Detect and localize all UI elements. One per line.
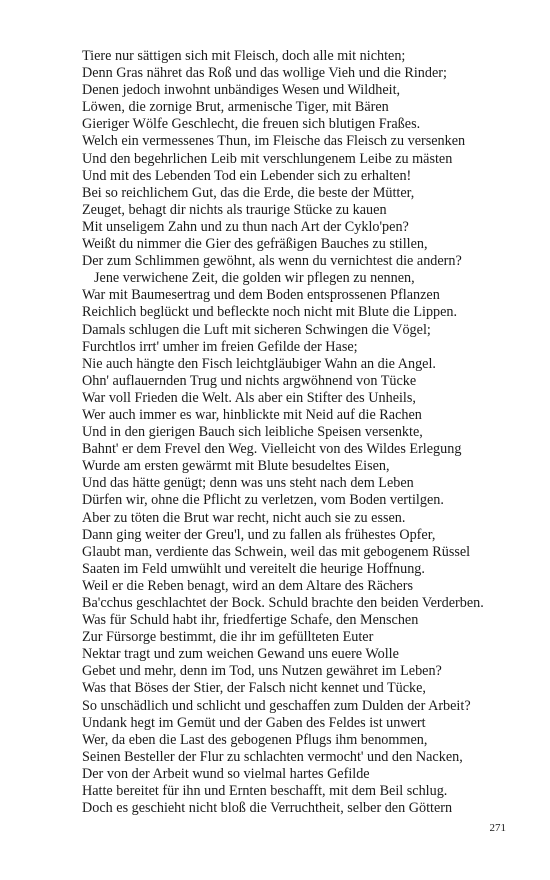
verse-line: Gebet und mehr, denn im Tod, uns Nutzen gewähret im Leben? — [82, 663, 442, 680]
verse-line: Aber zu töten die Brut war recht, nicht auch sie zu essen. — [82, 509, 406, 526]
verse-line: Gieriger Wölfe Geschlecht, die freuen sich blutigen Fraßes. — [82, 116, 421, 133]
verse-line: Bei so reichlichem Gut, das die Erde, die beste der Mütter, — [82, 184, 415, 201]
verse-line: Reichlich beglückt und befleckte noch nicht mit Blute die Lippen. — [82, 304, 458, 321]
verse-line: Tiere nur sättigen sich mit Fleisch, doch alle mit nichten; — [82, 48, 406, 64]
verse-line: Und das hätte genügt; denn was uns steht nach dem Leben — [82, 475, 414, 492]
verse-line: War voll Frieden die Welt. Als aber ein Stifter des Unheils, — [82, 389, 416, 406]
verse-line: Bahnt' er dem Frevel den Weg. Vielleicht von des Wildes Erlegung — [82, 441, 462, 458]
verse-line: Zur Fürsorge bestimmt, die ihr im gefüllteten Euter — [82, 629, 374, 646]
verse-line: Hatte bereitet für ihn und Ernten beschafft, mit dem Beil schlug. — [82, 783, 448, 800]
verse-line: Undank hegt im Gemüt und der Gaben des Feldes ist unwert — [82, 714, 426, 731]
verse-line: Glaubt man, verdiente das Schwein, weil das mit gebogenem Rüssel — [82, 543, 471, 560]
verse-line: Nie auch hängte den Fisch leichtgläubiger Wahn an die Angel. — [82, 355, 436, 372]
verse-line: Doch es geschieht nicht bloß die Verruchtheit, selber den Göttern — [82, 800, 453, 817]
verse-line: Saaten im Feld umwühlt und vereitelt die heurige Hoffnung. — [82, 560, 425, 577]
verse-line: Seinen Besteller der Flur zu schlachten vermocht' und den Nacken, — [82, 748, 463, 765]
verse-line: Denn Gras nähret das Roß und das wollige Vieh und die Rinder; — [82, 65, 447, 82]
verse-line: Dürfen wir, ohne die Pflicht zu verletzen, vom Boden vertilgen. — [82, 492, 444, 509]
verse-line: Dann ging weiter der Greu'l, und zu fallen als frühestes Opfer, — [82, 526, 436, 543]
verse-line: Und den begehrlichen Leib mit verschlungenem Leibe zu mästen — [82, 150, 453, 167]
verse-line: Welch ein vermessenes Thun, im Fleische das Fleisch zu versenken — [82, 133, 466, 150]
verse-line: Weil er die Reben benagt, wird an dem Altare des Rächers — [82, 577, 413, 594]
verse-line: Weißt du nimmer die Gier des gefräßigen Bauches zu stillen, — [82, 236, 428, 253]
verse-line: Ohn' auflauernden Trug und nichts argwöhnend von Tücke — [82, 372, 417, 389]
verse-line: Und in den gierigen Bauch sich leibliche Speisen versenkte, — [82, 424, 423, 441]
page-number: 271 — [489, 822, 506, 834]
verse-line: Wer, da eben die Last des gebogenen Pflugs ihm benommen, — [82, 731, 428, 748]
poem-text-block — [82, 48, 512, 817]
verse-line: Damals schlugen die Luft mit sicheren Schwingen die Vögel; — [82, 321, 431, 338]
verse-line: Furchtlos irrt' umher im freien Gefilde der Hase; — [82, 338, 358, 355]
verse-line: Und mit des Lebenden Tod ein Lebender sich zu erhalten! — [82, 167, 412, 184]
verse-line: Der von der Arbeit wund so vielmal hartes Gefilde — [82, 765, 370, 782]
verse-line: Jene verwichene Zeit, die golden wir pflegen zu nennen, — [94, 270, 415, 287]
verse-line: Der zum Schlimmen gewöhnt, als wenn du vernichtest die andern? — [82, 253, 462, 270]
verse-line: So unschädlich und schlicht und geschaffen zum Dulden der Arbeit? — [82, 697, 471, 714]
verse-line: Löwen, die zornige Brut, armenische Tiger, mit Bären — [82, 99, 389, 116]
verse-line: War mit Baumesertrag und dem Boden entsprossenen Pflanzen — [82, 287, 440, 304]
verse-line: Nektar tragt und zum weichen Gewand uns euere Wolle — [82, 646, 399, 663]
verse-line: Ba'cchus geschlachtet der Bock. Schuld brachte den beiden Verderben. — [82, 595, 484, 611]
verse-line: Was that Böses der Stier, der Falsch nicht kennet und Tücke, — [82, 680, 426, 697]
verse-line: Wer auch immer es war, hinblickte mit Neid auf die Rachen — [82, 406, 422, 423]
verse-line: Zeuget, behagt dir nichts als traurige Stücke zu kauen — [82, 201, 387, 218]
verse-line: Mit unseligem Zahn und zu thun nach Art der Cyklo'pen? — [82, 218, 409, 235]
verse-line: Was für Schuld habt ihr, friedfertige Schafe, den Menschen — [82, 612, 419, 629]
verse-line: Wurde am ersten gewärmt mit Blute besudeltes Eisen, — [82, 458, 390, 475]
verse-line: Denen jedoch inwohnt unbändiges Wesen und Wildheit, — [82, 82, 401, 99]
